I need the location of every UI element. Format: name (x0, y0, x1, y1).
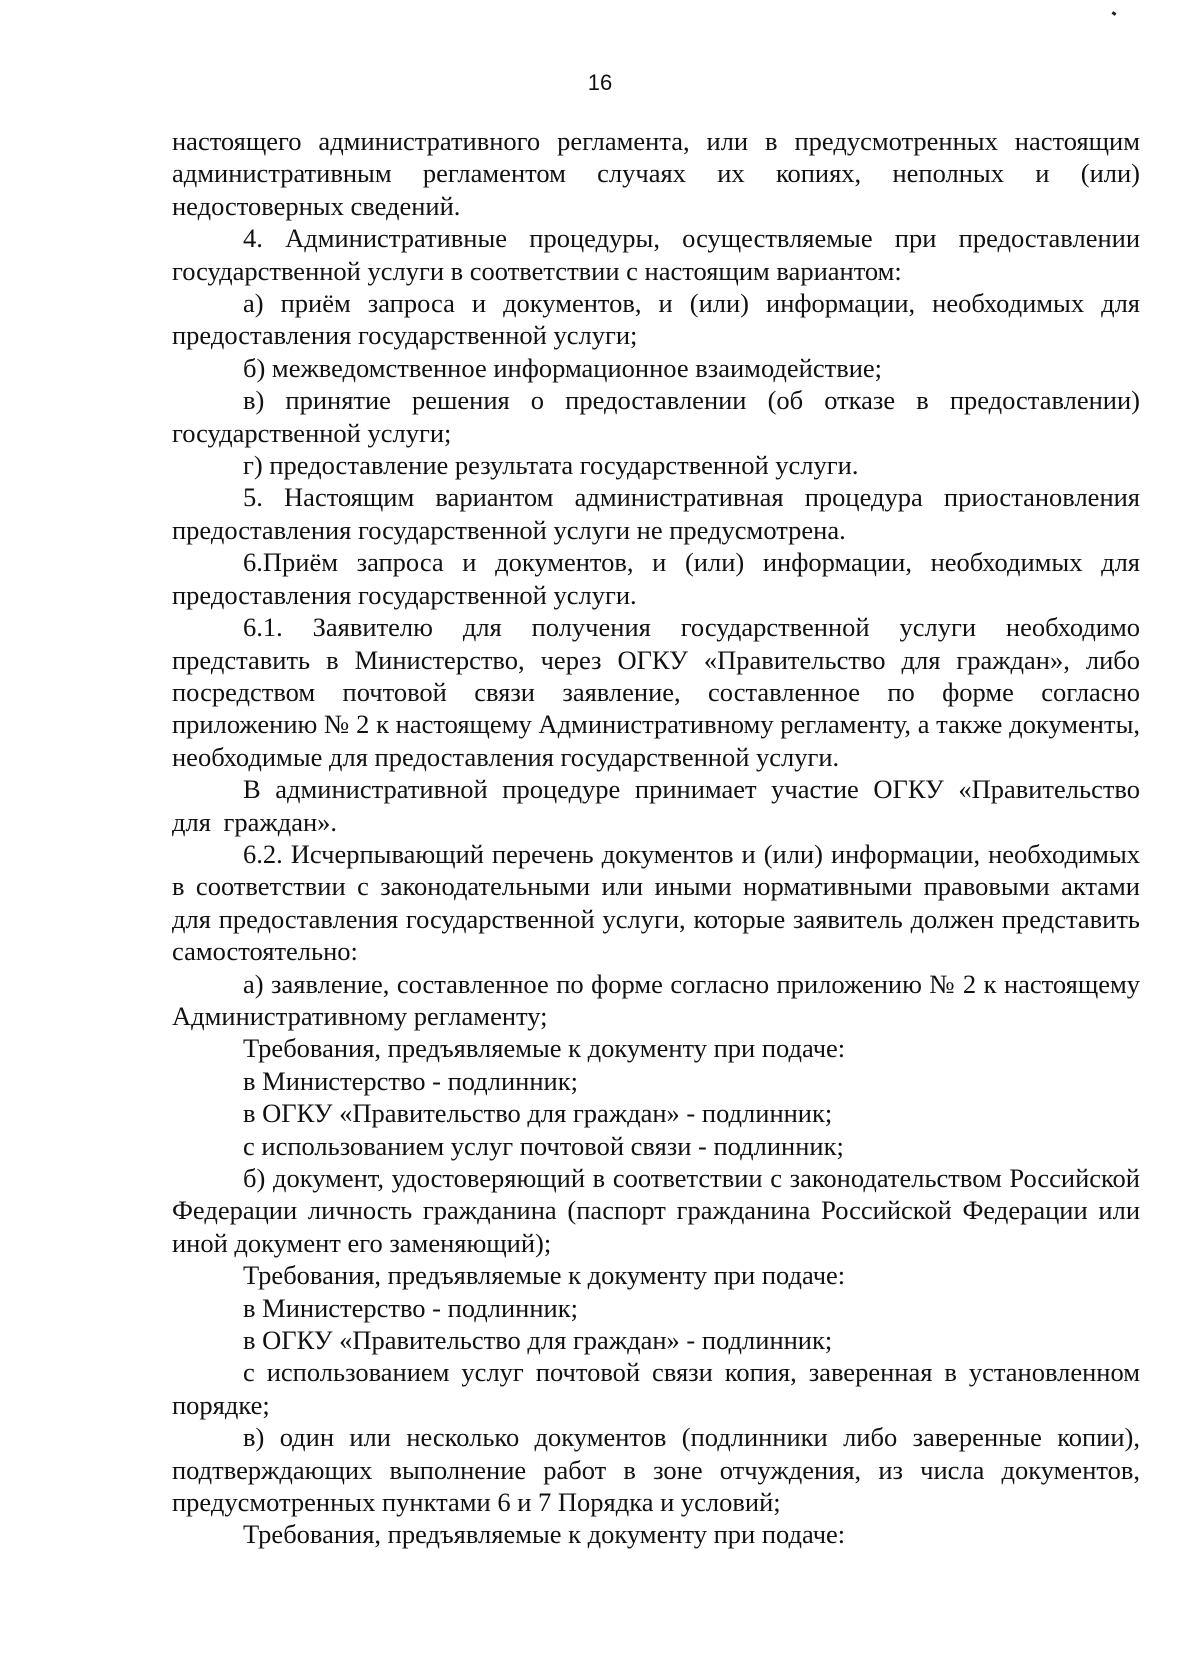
paragraph: настоящего административного регламента, или в предусмотренных настоящим административным регламентом случаях их копиях, неполных и (или) недостоверных сведений. (172, 126, 1140, 221)
paragraph: 6.Приём запроса и документов, и (или) информации, необходимых для предоставления государственной услуги. (172, 547, 1140, 610)
requirements-heading: Требования, предъявляемые к документу при подаче: (243, 1260, 846, 1291)
requirement-item: в Министерство - подлинник; (243, 1065, 578, 1096)
scan-mark (1112, 11, 1117, 16)
document-body (172, 125, 1140, 1551)
requirement-item: в Министерство - подлинник; (243, 1292, 578, 1323)
list-item: в) принятие решения о предоставлении (об отказе в предоставлении) государственной услуги; (172, 385, 1140, 448)
paragraph: 6.2. Исчерпывающий перечень документов и (или) информации, необходимых в соответствии с законодательными или иными нормативными правовыми актами для предоставления государственной услуги, которые заявитель должен представить самостоятельно: (172, 838, 1140, 967)
paragraph: В административной процедуре принимает участие ОГКУ «Правительство для граждан». (172, 774, 1140, 837)
requirement-item: в ОГКУ «Правительство для граждан» - подлинник; (243, 1098, 833, 1129)
list-item: а) приём запроса и документов, и (или) информации, необходимых для предоставления государственной услуги; (172, 288, 1140, 351)
list-item: а) заявление, составленное по форме согласно приложению № 2 к настоящему Административному регламенту; (172, 968, 1140, 1031)
list-item: г) предоставление результата государственной услуги. (243, 450, 859, 481)
paragraph: 4. Административные процедуры, осуществляемые при предоставлении государственной услуги в соответствии с настоящим вариантом: (172, 223, 1140, 286)
page-number: 16 (587, 70, 613, 95)
list-item: в) один или несколько документов (подлинники либо заверенные копии), подтверждающих выполнение работ в зоне отчуждения, из числа документов, предусмотренных пунктами 6 и 7 Порядка и условий; (172, 1422, 1140, 1518)
list-item: б) документ, удостоверяющий в соответствии с законодательством Российской Федерации личность гражданина (паспорт гражданина Российской Федерации или иной документ его заменяющий); (172, 1163, 1140, 1258)
list-item: б) межведомственное информационное взаимодействие; (243, 352, 883, 383)
requirement-item: с использованием услуг почтовой связи копия, заверенная в установленном порядке; (172, 1357, 1140, 1420)
requirement-item: в ОГКУ «Правительство для граждан» - подлинник; (243, 1325, 833, 1356)
paragraph: 6.1. Заявителю для получения государственной услуги необходимо представить в Министерство, через ОГКУ «Правительство для граждан», либо посредством почтовой связи заявление, составленное по форме согласно приложению № 2 к настоящему Административному регламенту, а также документы, необходимые для предоставления государственной услуги. (172, 612, 1140, 772)
requirements-heading: Требования, предъявляемые к документу при подаче: (243, 1519, 846, 1550)
requirements-heading: Требования, предъявляемые к документу при подаче: (243, 1033, 846, 1064)
requirement-item: с использованием услуг почтовой связи - подлинник; (243, 1130, 844, 1161)
paragraph: 5. Настоящим вариантом административная процедура приостановления предоставления государственной услуги не предусмотрена. (172, 482, 1140, 545)
